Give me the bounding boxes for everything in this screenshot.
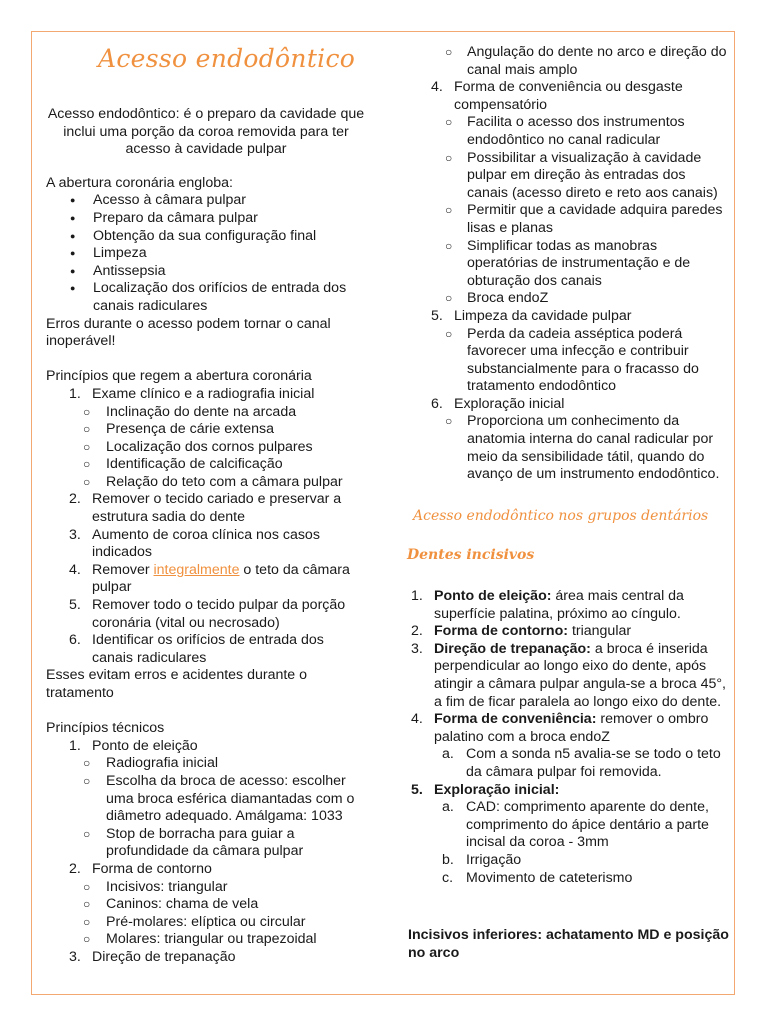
- list-item: [405, 396, 730, 484]
- list-item: ● Localização dos orifícios de entrada dos canais radiculares: [46, 280, 366, 315]
- intro-paragraph: Acesso endodôntico: é o preparo da cavidade que inclui uma porção da coroa removida para ter acesso à cavidade pulpar: [47, 106, 365, 158]
- sub-item: ○ Proporciona um conhecimento da anatomia interna do canal radicular por meio da sensibilidade tátil, quando do avanço de um instrumento endodôntico.: [405, 413, 730, 483]
- sub-text: CAD: comprimento aparente do dente, comprimento do ápice dentário a parte incisal da coroa - 3mm: [466, 799, 709, 851]
- page-title: Acesso endodôntico: [98, 44, 356, 73]
- list-item: ● Limpeza: [46, 245, 366, 263]
- sub-text: Irrigação: [466, 851, 522, 868]
- list-text: triangular: [568, 623, 632, 640]
- sub-item: ○ Pré-molares: elíptica ou circular: [46, 914, 366, 932]
- sub-item: ○ Caninos: chama de vela: [46, 896, 366, 914]
- continued-numbered-list: [405, 79, 730, 484]
- grupos-heading: Acesso endodôntico nos grupos dentários: [413, 507, 709, 524]
- sub-item: ○ Escolha da broca de acesso: escolher uma broca esférica diamantadas com o diâmetro adequado. Amálgama: 1033: [46, 773, 366, 826]
- sub-item: [405, 799, 730, 852]
- list-item: [46, 861, 366, 949]
- sub-text: Com a sonda n5 avalia-se se todo o teto da câmara pulpar foi removida.: [466, 746, 721, 780]
- list-item: [46, 632, 366, 667]
- sub-mark: c.: [442, 869, 454, 886]
- sub-item: ○ Permitir que a cavidade adquira paredes lisas e planas: [405, 202, 730, 237]
- list-item: [405, 782, 730, 888]
- sub-item: ○ Perda da cadeia asséptica poderá favorecer uma infecção e contribuir substancialmente para o fracasso do tratamento endodôntico: [405, 326, 730, 396]
- list-item: ● Preparo da câmara pulpar: [46, 210, 366, 228]
- sub-item: ○ Facilita o acesso dos instrumentos endodôntico no canal radicular: [405, 114, 730, 149]
- list-item: [46, 562, 366, 597]
- list-number: 4.: [411, 711, 423, 728]
- list-text: Limpeza da cavidade pulpar: [454, 307, 632, 324]
- right-column: [405, 44, 730, 962]
- list-item: [405, 308, 730, 396]
- list-text: Remover o tecido cariado e preservar a estrutura sadia do dente: [92, 491, 342, 526]
- sub-mark: a.: [442, 799, 454, 816]
- list-number: 4.: [431, 79, 443, 96]
- sub-item: ○ Presença de cárie extensa: [46, 421, 366, 439]
- list-text: Exame clínico e a radiografia inicial: [92, 385, 315, 402]
- list-number: 2.: [69, 491, 81, 508]
- list-item: [46, 597, 366, 632]
- sub-text: Movimento de cateterismo: [466, 869, 633, 886]
- list-item: [46, 386, 366, 492]
- abertura-heading: A abertura coronária engloba:: [46, 174, 233, 191]
- sub-item: ○ Incisivos: triangular: [46, 879, 366, 897]
- list-text: Forma de contorno: [92, 860, 212, 877]
- sub-item: ○ Radiografia inicial: [46, 755, 366, 773]
- sub-mark: a.: [442, 746, 454, 763]
- erros-warning: Erros durante o acesso podem tornar o canal inoperável!: [46, 315, 331, 350]
- list-number: 5.: [69, 597, 81, 614]
- left-column: [46, 44, 366, 967]
- list-item: ● Acesso à câmara pulpar: [46, 192, 366, 210]
- list-text: Ponto de eleição: [92, 737, 198, 754]
- list-item: ● Obtenção da sua configuração final: [46, 228, 366, 246]
- list-text: área mais central da superfície palatina, próximo ao cíngulo.: [434, 588, 684, 622]
- list-number: 6.: [431, 395, 443, 412]
- list-number: 3.: [411, 640, 423, 657]
- sub-mark: b.: [442, 851, 454, 868]
- list-text: o teto da câmara pulpar: [92, 561, 350, 596]
- list-item: [405, 641, 730, 711]
- list-text: Exploração inicial: [454, 395, 565, 412]
- list-number: 2.: [411, 623, 423, 640]
- sub-item: ○ Identificação de calcificação: [46, 456, 366, 474]
- item-label: Ponto de eleição:: [434, 588, 552, 605]
- list-text: Forma de conveniência ou desgaste compensatório: [454, 79, 683, 113]
- sub-item: ○ Simplificar todas as manobras operatórias de instrumentação e de obturação dos canais: [405, 238, 730, 291]
- sub-item: ○ Molares: triangular ou trapezoidal: [46, 931, 366, 949]
- list-number: 1.: [69, 385, 81, 402]
- sub-item: ○ Angulação do dente no arco e direção do canal mais amplo: [405, 44, 730, 79]
- list-text: Remover todo o tecido pulpar da porção coronária (vital ou necrosado): [92, 597, 346, 631]
- abertura-list: [46, 192, 366, 315]
- list-number: 3.: [69, 526, 81, 543]
- continued-list: [405, 44, 730, 79]
- sub-item: ○ Inclinação do dente na arcada: [46, 404, 366, 422]
- list-item: [405, 711, 730, 781]
- tecnicos-list: [46, 738, 366, 967]
- list-text: Aumento de coroa clínica nos casos indicados: [92, 526, 320, 561]
- item-label: Exploração inicial:: [434, 781, 560, 798]
- list-number: 6.: [69, 632, 81, 649]
- sub-item: ○ Broca endoZ: [405, 290, 730, 308]
- list-item: [46, 738, 366, 861]
- list-number: 5.: [411, 781, 423, 798]
- list-item: [405, 79, 730, 308]
- list-item: [46, 949, 366, 967]
- principios-list: [46, 386, 366, 668]
- item-label: Forma de contorno:: [434, 623, 568, 640]
- principios-heading: Princípios que regem a abertura coronária: [46, 368, 312, 385]
- incisivos-inferiores-note: Incisivos inferiores: achatamento MD e posição no arco: [408, 927, 729, 961]
- incisivos-heading: Dentes incisivos: [407, 547, 535, 564]
- sub-item: [405, 746, 730, 781]
- list-text: Remover: [92, 561, 154, 578]
- sub-item: ○ Relação do teto com a câmara pulpar: [46, 474, 366, 492]
- list-text: remover o ombro palatino com a broca endoZ: [434, 711, 709, 745]
- item-label: Forma de conveniência:: [434, 711, 597, 728]
- list-item: ● Antissepsia: [46, 263, 366, 281]
- list-text: Direção de trepanação: [92, 948, 236, 965]
- list-item: [46, 491, 366, 526]
- list-number: 2.: [69, 860, 81, 877]
- sub-item: ○ Possibilitar a visualização à cavidade pulpar em direção às entradas dos canais (acesso direto e reto aos canais): [405, 150, 730, 203]
- tecnicos-heading: Princípios técnicos: [46, 720, 165, 737]
- highlight-link[interactable]: integralmente: [153, 561, 240, 578]
- sub-item: ○ Stop de borracha para guiar a profundidade da câmara pulpar: [46, 826, 366, 861]
- list-text: Identificar os orifícios de entrada dos canais radiculares: [92, 632, 324, 666]
- list-item: [405, 588, 730, 623]
- sub-item: [405, 870, 730, 888]
- list-number: 3.: [69, 948, 81, 965]
- list-text: a broca é inserida perpendicular ao longo eixo do dente, após atingir a câmara pulpar angula-se a broca 45°, a fim de ficar paralela ao longo eixo do dente.: [434, 640, 726, 710]
- list-item: [46, 527, 366, 562]
- item-label: Direção de trepanação:: [434, 640, 591, 657]
- sub-item: ○ Localização dos cornos pulpares: [46, 439, 366, 457]
- incisivos-list: [405, 588, 730, 887]
- list-number: 1.: [69, 737, 81, 754]
- list-number: 4.: [69, 561, 81, 578]
- list-number: 1.: [411, 588, 423, 605]
- principios-footer: Esses evitam erros e acidentes durante o tratamento: [46, 667, 308, 701]
- list-item: [405, 623, 730, 641]
- sub-item: [405, 852, 730, 870]
- list-number: 5.: [431, 307, 443, 324]
